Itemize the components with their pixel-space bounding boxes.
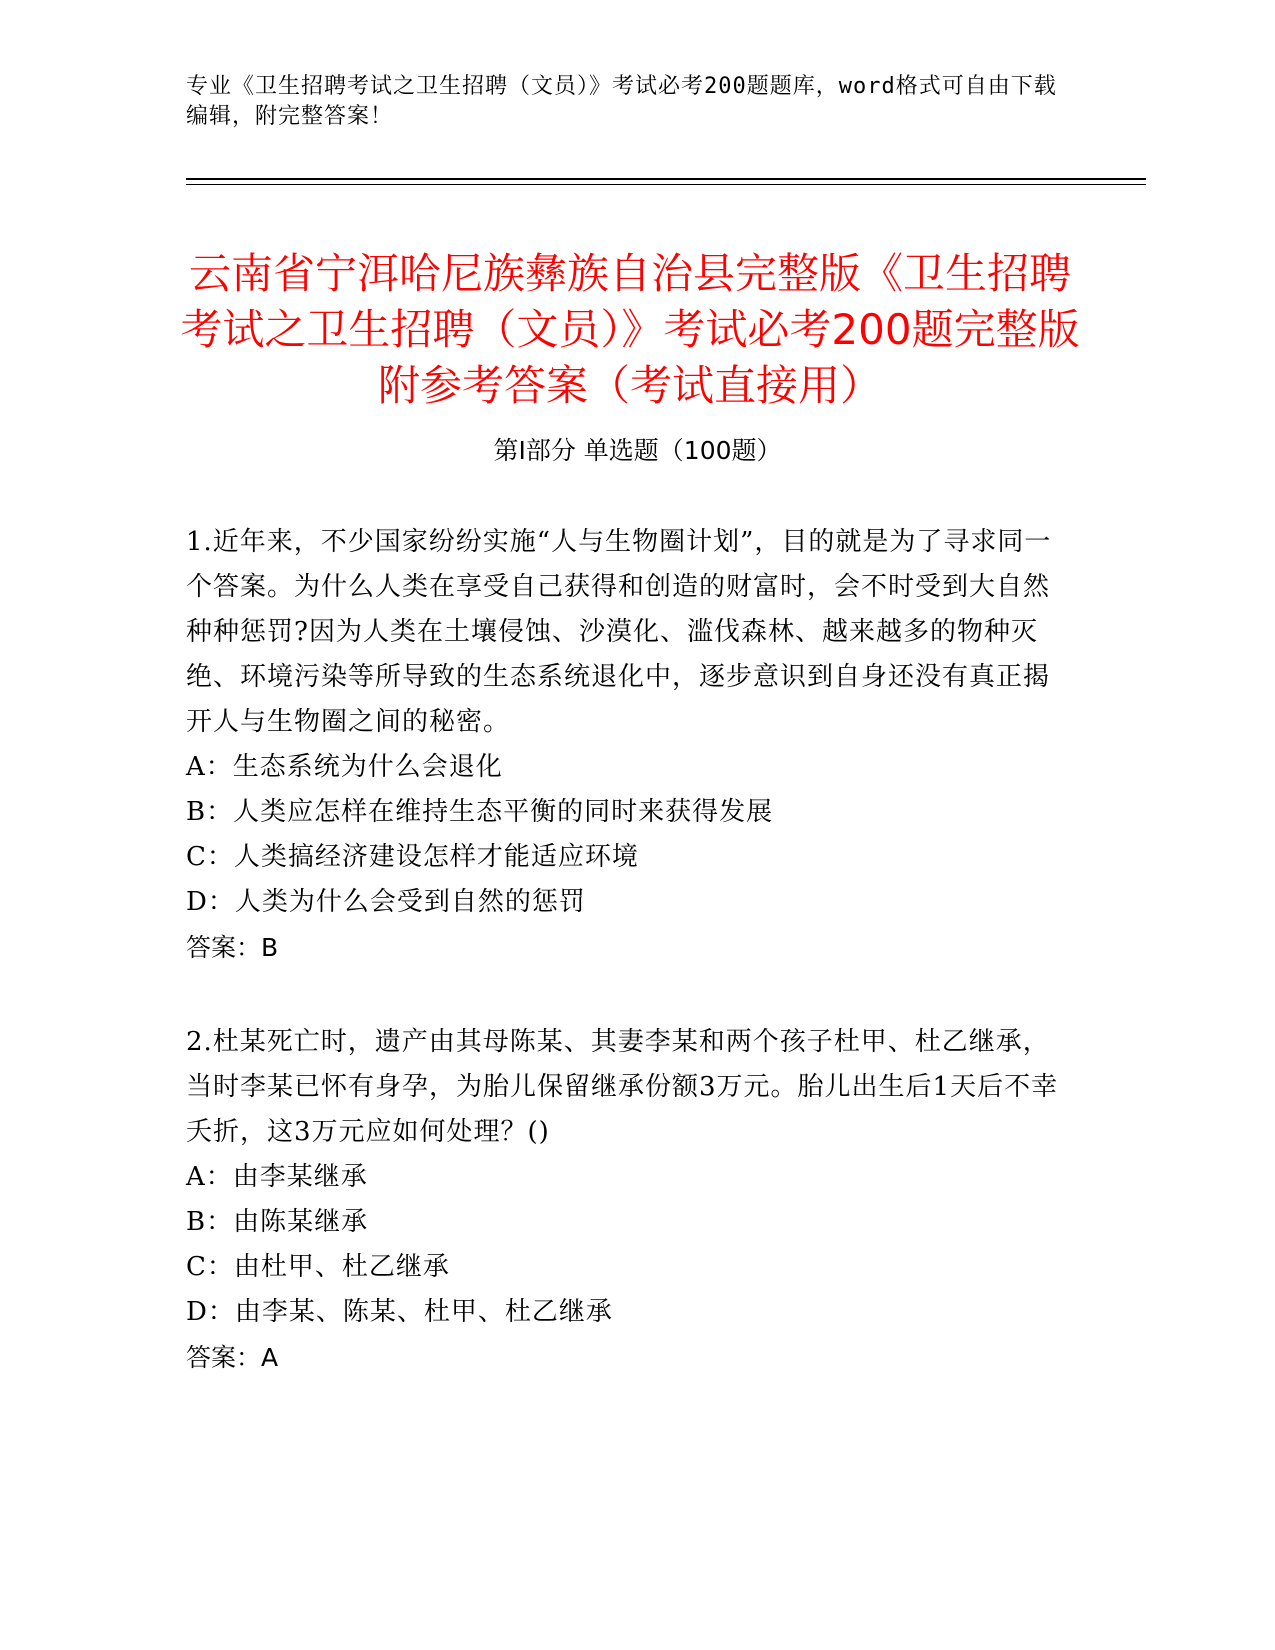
option-b: B：由陈某继承 bbox=[186, 1207, 369, 1237]
option-a: A：由李某继承 bbox=[186, 1162, 368, 1192]
document-title: 云南省宁洱哈尼族彝族自治县完整版《卫生招聘考试之卫生招聘（文员）》考试必考200题完整版附参考答案（考试直接用） bbox=[180, 249, 1080, 411]
header-rule-thick bbox=[186, 178, 1146, 180]
question-1 bbox=[186, 520, 1066, 970]
option-c: C：人类搞经济建设怎样才能适应环境 bbox=[186, 842, 639, 872]
option-d: D：人类为什么会受到自然的惩罚 bbox=[186, 887, 586, 917]
question-2 bbox=[186, 1020, 1066, 1380]
answer: 答案：A bbox=[186, 1343, 279, 1372]
section-heading: 第Ⅰ部分 单选题（100题） bbox=[493, 436, 782, 465]
answer: 答案：B bbox=[186, 933, 279, 962]
option-b: B：人类应怎样在维持生态平衡的同时来获得发展 bbox=[186, 797, 774, 827]
question-stem: 2.杜某死亡时，遗产由其母陈某、其妻李某和两个孩子杜甲、杜乙继承，当时李某已怀有身孕，为胎儿保留继承份额3万元。胎儿出生后1天后不幸夭折，这3万元应如何处理？() bbox=[186, 1027, 1059, 1147]
header-note: 专业《卫生招聘考试之卫生招聘（文员）》考试必考200题题库，word格式可自由下载编辑，附完整答案！ bbox=[186, 74, 1057, 129]
header-rule-thin bbox=[186, 184, 1146, 185]
question-stem: 1.近年来，不少国家纷纷实施“人与生物圈计划”，目的就是为了寻求同一个答案。为什么人类在享受自己获得和创造的财富时，会不时受到大自然种种惩罚?因为人类在土壤侵蚀、沙漠化、滥伐森林、越来越多的物种灭绝、环境污染等所导致的生态系统退化中，逐步意识到自身还没有真正揭开人与生物圈之间的秘密。 bbox=[186, 527, 1052, 737]
option-a: A：生态系统为什么会退化 bbox=[186, 752, 503, 782]
option-d: D：由李某、陈某、杜甲、杜乙继承 bbox=[186, 1297, 613, 1327]
option-c: C：由杜甲、杜乙继承 bbox=[186, 1252, 450, 1282]
